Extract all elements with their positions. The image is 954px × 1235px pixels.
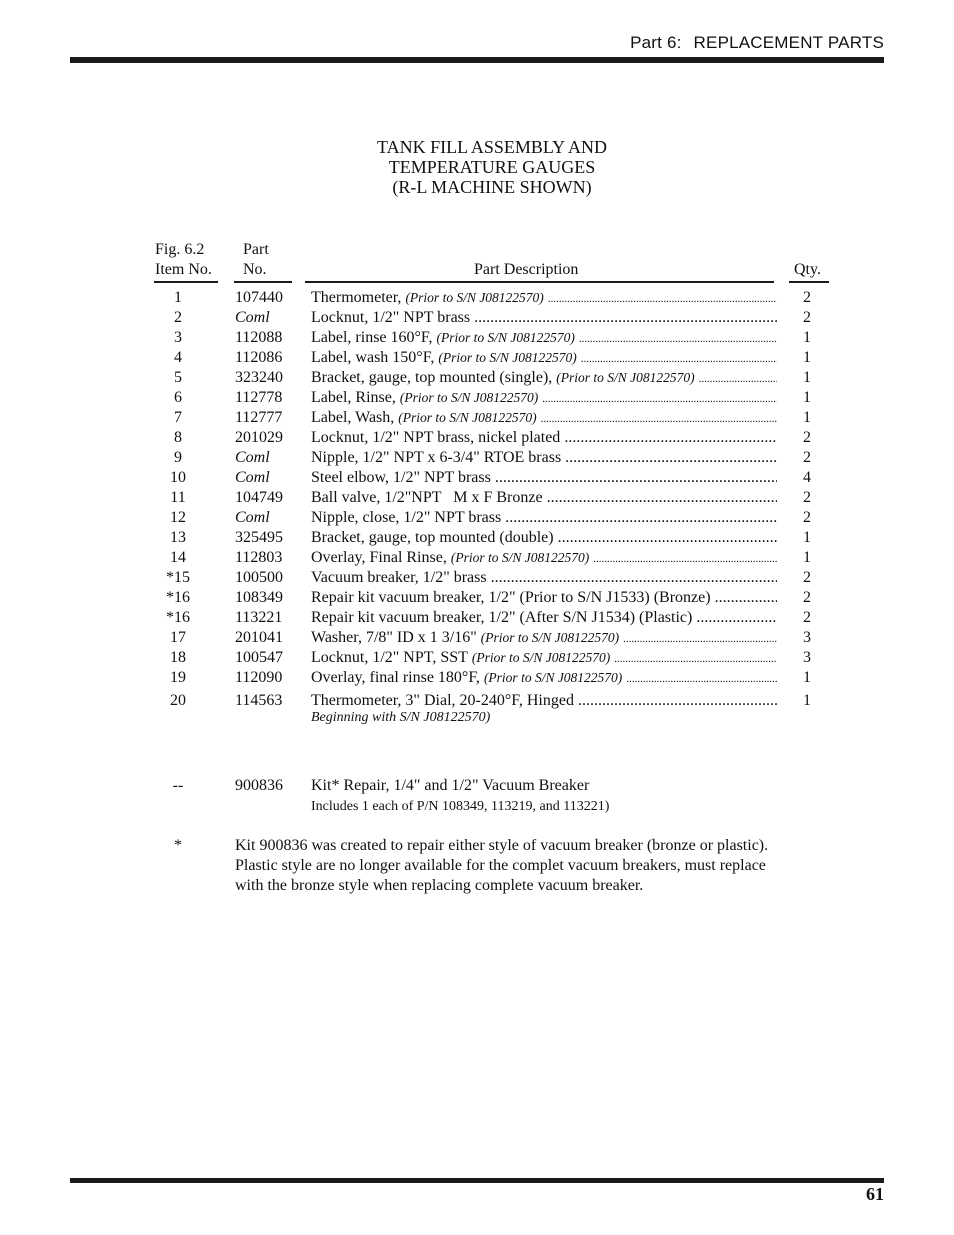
item-number: 3 <box>174 329 182 346</box>
dot-leader <box>581 349 777 369</box>
quantity: 1 <box>803 529 811 546</box>
part-number: Coml <box>235 509 270 526</box>
part-description: Ball valve, 1/2"NPT M x F Bronze <box>311 489 543 506</box>
item-number: 6 <box>174 389 182 406</box>
dot-leader <box>564 428 777 448</box>
table-row <box>0 668 954 688</box>
footnote-line-2: Plastic style are no longer available for the complet vacuum breakers, must replace <box>235 857 766 874</box>
dot-leader <box>547 488 777 508</box>
dot-leader <box>495 468 777 488</box>
quantity: 2 <box>803 589 811 606</box>
quantity: 1 <box>803 329 811 346</box>
part-description: Locknut, 1/2" NPT, SST <box>311 649 468 666</box>
dot-leader <box>623 629 777 649</box>
dot-leader <box>715 588 777 608</box>
quantity: 2 <box>803 289 811 306</box>
serial-note: (Prior to S/N J08122570) <box>399 390 539 405</box>
part-description: Label, Rinse, <box>311 389 396 406</box>
item-number: 5 <box>174 369 182 386</box>
table-row <box>0 348 954 368</box>
serial-note: (Prior to S/N J08122570) <box>471 650 611 665</box>
column-heading-item: Fig. 6.2 Item No. <box>155 241 212 278</box>
footer-rule <box>70 1178 884 1183</box>
part-description: Bracket, gauge, top mounted (double) <box>311 529 554 546</box>
item-number: 4 <box>174 349 182 366</box>
part-number: 112090 <box>235 669 283 686</box>
part-description: Washer, 7/8" ID x 1 3/16" <box>311 629 477 646</box>
part-description: Vacuum breaker, 1/2" brass <box>311 569 487 586</box>
quantity: 4 <box>803 469 811 486</box>
item-number: 10 <box>170 469 186 486</box>
serial-note: (Prior to S/N J08122570) <box>480 630 620 645</box>
part-description: Thermometer, <box>311 289 402 306</box>
table-row <box>0 328 954 348</box>
page-header <box>630 33 884 53</box>
dot-leader <box>558 528 777 548</box>
serial-note: (Prior to S/N J08122570) <box>436 330 575 345</box>
part-description: Overlay, Final Rinse, <box>311 549 447 566</box>
dot-leader <box>565 448 777 468</box>
quantity: 1 <box>803 669 811 686</box>
quantity: 2 <box>803 309 811 326</box>
section-title: REPLACEMENT PARTS <box>693 33 884 52</box>
dot-leader <box>548 289 777 309</box>
serial-note: (Prior to S/N J08122570) <box>450 550 590 565</box>
part-number: 108349 <box>235 589 283 606</box>
item-number: 12 <box>170 509 186 526</box>
quantity: 1 <box>803 349 811 366</box>
table-row <box>0 468 954 488</box>
part-number: Coml <box>235 449 270 466</box>
part-number: 107440 <box>235 289 283 306</box>
title-line-3: (R-L MACHINE SHOWN) <box>392 177 592 197</box>
footnote-line-3: with the bronze style when replacing complete vacuum breaker. <box>235 877 644 894</box>
part-number: Coml <box>235 469 270 486</box>
serial-note: (Prior to S/N J08122570) <box>438 350 577 365</box>
dot-leader <box>491 568 777 588</box>
part-number: 112778 <box>235 389 283 406</box>
item-number: 17 <box>170 629 186 646</box>
heading-underline-part <box>234 281 292 283</box>
dot-leader <box>578 691 777 711</box>
quantity: 1 <box>803 692 811 709</box>
item-number: *16 <box>166 609 190 626</box>
part-number: 114563 <box>235 692 283 709</box>
item-number: 8 <box>174 429 182 446</box>
quantity: 2 <box>803 609 811 626</box>
quantity: 2 <box>803 509 811 526</box>
part-description: Label, rinse 160°F, <box>311 329 433 346</box>
kit-part-number: 900836 <box>235 777 283 794</box>
kit-includes-note: Includes 1 each of P/N 108349, 113219, and 113221) <box>311 799 610 814</box>
part-description: Nipple, close, 1/2" NPT brass <box>311 509 502 526</box>
item-number: 18 <box>170 649 186 666</box>
item-number: 14 <box>170 549 186 566</box>
part-number: 100500 <box>235 569 283 586</box>
table-row <box>0 528 954 548</box>
quantity: 1 <box>803 549 811 566</box>
quantity: 2 <box>803 489 811 506</box>
part-number: 323240 <box>235 369 283 386</box>
part-description: Steel elbow, 1/2" NPT brass <box>311 469 491 486</box>
dot-leader <box>505 508 777 528</box>
kit-item-number: -- <box>172 777 184 794</box>
quantity: 1 <box>803 369 811 386</box>
footnote-marker: * <box>174 837 182 854</box>
quantity: 2 <box>803 449 811 466</box>
part-description: Locknut, 1/2" NPT brass <box>311 309 471 326</box>
column-heading-qty: Qty. <box>794 261 821 278</box>
part-number: 104749 <box>235 489 283 506</box>
serial-note: Beginning with S/N J08122570) <box>311 710 491 725</box>
table-row <box>0 548 954 568</box>
serial-note: (Prior to S/N J08122570) <box>398 410 537 425</box>
page-number: 61 <box>866 1184 884 1204</box>
part-number: 112086 <box>235 349 283 366</box>
part-description: Repair kit vacuum breaker, 1/2" (Prior to S/N J1533) (Bronze) <box>311 589 711 606</box>
dot-leader <box>593 549 777 569</box>
table-row <box>0 368 954 388</box>
kit-description: Kit* Repair, 1/4" and 1/2" Vacuum Breaker <box>311 777 590 794</box>
column-heading-part: Part No. <box>243 241 269 278</box>
quantity: 1 <box>803 389 811 406</box>
quantity: 2 <box>803 429 811 446</box>
part-number: Coml <box>235 309 270 326</box>
part-description: Label, Wash, <box>311 409 395 426</box>
item-number: *16 <box>166 589 190 606</box>
part-number: 201041 <box>235 629 283 646</box>
table-row <box>0 608 954 628</box>
quantity: 3 <box>803 629 811 646</box>
table-row <box>0 691 954 711</box>
dot-leader <box>474 308 777 328</box>
part-number: 100547 <box>235 649 283 666</box>
table-row <box>0 408 954 428</box>
table-row <box>0 448 954 468</box>
title-line-2: TEMPERATURE GAUGES <box>388 157 596 177</box>
item-number: 11 <box>170 489 186 506</box>
part-number: 112088 <box>235 329 283 346</box>
footnote-text <box>235 836 835 896</box>
item-number: 19 <box>170 669 186 686</box>
dot-leader <box>699 369 777 389</box>
table-row <box>0 428 954 448</box>
heading-underline-item <box>154 281 218 283</box>
part-number: 201029 <box>235 429 283 446</box>
table-row <box>0 568 954 588</box>
table-row <box>0 508 954 528</box>
part-number: 325495 <box>235 529 283 546</box>
table-row <box>0 308 954 328</box>
item-number: 13 <box>170 529 186 546</box>
heading-underline-qty <box>789 281 829 283</box>
quantity: 3 <box>803 649 811 666</box>
dot-leader <box>542 389 777 409</box>
quantity: 2 <box>803 569 811 586</box>
table-row <box>0 588 954 608</box>
item-number: 1 <box>174 289 182 306</box>
item-number: *15 <box>166 569 190 586</box>
part-description: Repair kit vacuum breaker, 1/2" (After S/N J1534) (Plastic) <box>311 609 693 626</box>
table-row <box>0 488 954 508</box>
footnote-line-1: Kit 900836 was created to repair either style of vacuum breaker (bronze or plastic). <box>235 837 769 854</box>
part-description: Label, wash 150°F, <box>311 349 435 366</box>
table-row <box>0 648 954 668</box>
heading-underline-description <box>305 281 774 283</box>
figure-title <box>292 137 692 197</box>
dot-leader <box>626 669 777 689</box>
item-number: 9 <box>174 449 182 466</box>
serial-note: (Prior to S/N J08122570) <box>483 670 623 685</box>
table-row <box>0 628 954 648</box>
dot-leader <box>614 649 777 669</box>
column-heading-description: Part Description <box>474 261 579 278</box>
table-row <box>0 388 954 408</box>
part-number: 112803 <box>235 549 283 566</box>
table-row <box>0 288 954 308</box>
serial-note: (Prior to S/N J08122570) <box>405 290 544 305</box>
part-description: Overlay, final rinse 180°F, <box>311 669 480 686</box>
quantity: 1 <box>803 409 811 426</box>
dot-leader <box>696 608 777 628</box>
part-description: Bracket, gauge, top mounted (single), <box>311 369 553 386</box>
item-number: 2 <box>174 309 182 326</box>
title-line-1: TANK FILL ASSEMBLY AND <box>377 137 607 157</box>
item-number: 7 <box>174 409 182 426</box>
header-rule <box>70 57 884 63</box>
part-description: Locknut, 1/2" NPT brass, nickel plated <box>311 429 561 446</box>
item-number: 20 <box>170 692 186 709</box>
part-number: 113221 <box>235 609 283 626</box>
dot-leader <box>541 409 777 429</box>
part-number: 112777 <box>235 409 283 426</box>
serial-note: (Prior to S/N J08122570) <box>556 370 695 385</box>
part-description: Nipple, 1/2" NPT x 6-3/4" RTOE brass <box>311 449 562 466</box>
dot-leader <box>579 329 777 349</box>
part-description: Thermometer, 3" Dial, 20-240°F, Hinged <box>311 692 574 709</box>
part-label: Part 6: <box>630 33 682 52</box>
